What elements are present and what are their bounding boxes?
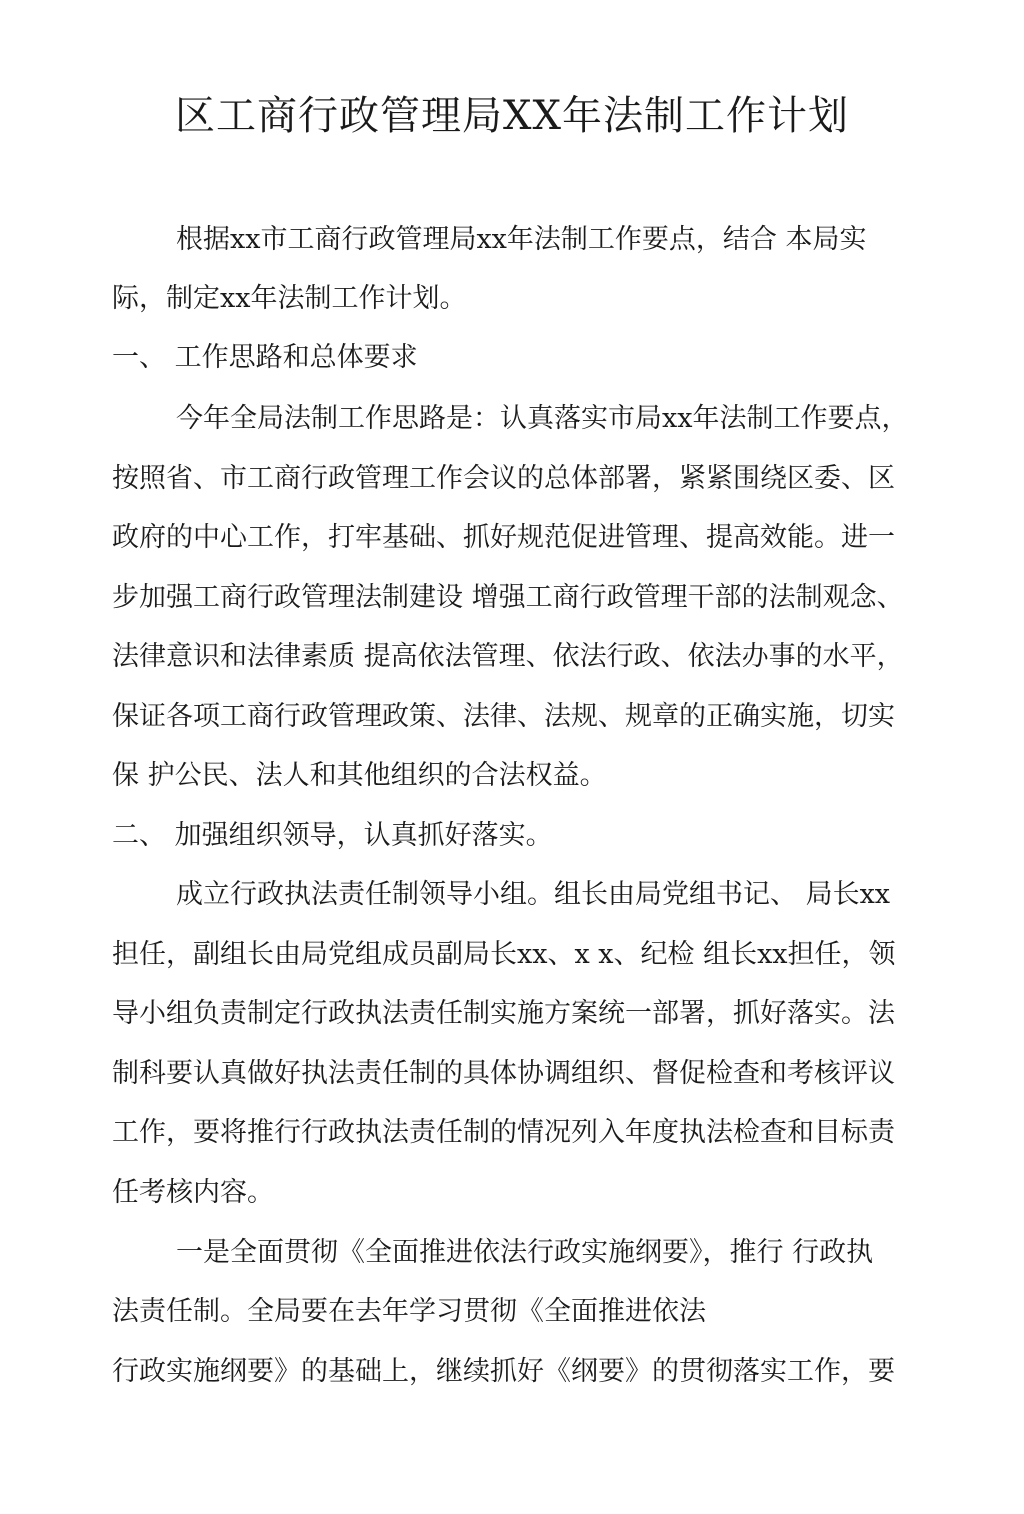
paragraph-line: 步加强工商行政管理法制建设 增强工商行政管理干部的法制观念、 <box>112 582 904 613</box>
paragraph-line: 制科要认真做好执法责任制的具体协调组织、督促检查和考核评议 <box>112 1058 895 1089</box>
section-heading: 二、 加强组织领导，认真抓好落实。 <box>112 820 553 851</box>
section-heading: 一、 工作思路和总体要求 <box>112 342 418 373</box>
paragraph-line: 际，制定xx年法制工作计划。 <box>112 283 467 314</box>
paragraph-line: 保证各项工商行政管理政策、法律、法规、规章的正确实施，切实 <box>112 701 895 732</box>
paragraph-line: 按照省、市工商行政管理工作会议的总体部署，紧紧围绕区委、区 <box>112 463 895 494</box>
paragraph-line: 行政实施纲要》的基础上，继续抓好《纲要》的贯彻落实工作，要 <box>112 1356 895 1387</box>
paragraph-line: 担任，副组长由局党组成员副局长xx、x x、纪检 组长xx担任，领 <box>112 939 896 970</box>
paragraph-line: 政府的中心工作，打牢基础、抓好规范促进管理、提高效能。进一 <box>112 522 895 553</box>
paragraph-line: 根据xx市工商行政管理局xx年法制工作要点，结合 本局实 <box>176 224 867 255</box>
paragraph-line: 今年全局法制工作思路是：认真落实市局xx年法制工作要点， <box>176 403 909 434</box>
paragraph-line: 一是全面贯彻《全面推进依法行政实施纲要》，推行 行政执 <box>176 1237 874 1268</box>
document-title: 区工商行政管理局XX年法制工作计划 <box>175 93 849 139</box>
paragraph-line: 工作，要将推行行政执法责任制的情况列入年度执法检查和目标责 <box>112 1117 895 1148</box>
paragraph-line: 成立行政执法责任制领导小组。组长由局党组书记、 局长xx <box>176 879 891 910</box>
paragraph-line: 法责任制。全局要在去年学习贯彻《全面推进依法 <box>112 1296 706 1327</box>
paragraph-line: 法律意识和法律素质 提高依法管理、依法行政、依法办事的水平， <box>112 641 904 672</box>
paragraph-line: 任考核内容。 <box>112 1177 274 1208</box>
paragraph-line: 导小组负责制定行政执法责任制实施方案统一部署，抓好落实。法 <box>112 998 895 1029</box>
paragraph-line: 保 护公民、法人和其他组织的合法权益。 <box>112 760 607 791</box>
